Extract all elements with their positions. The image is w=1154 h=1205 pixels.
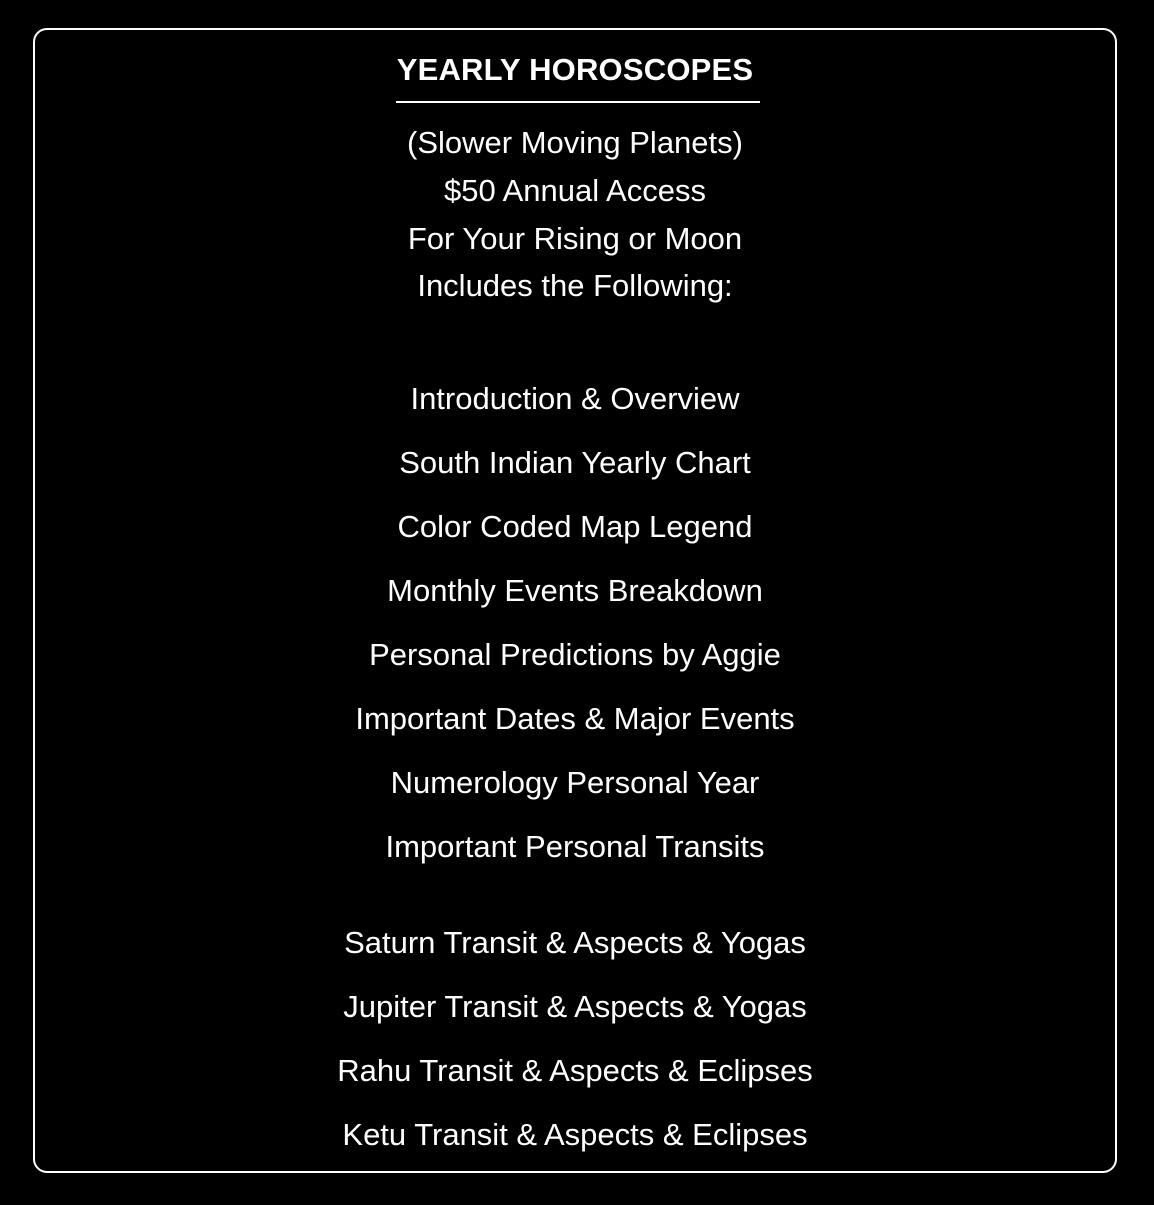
transit-item: Rahu Transit & Aspects & Eclipses (337, 1053, 813, 1088)
horoscope-card (33, 28, 1117, 1173)
title-underline (396, 101, 760, 103)
transit-item: Ketu Transit & Aspects & Eclipses (342, 1117, 808, 1152)
feature-item: Numerology Personal Year (390, 765, 760, 800)
feature-item: Important Dates & Major Events (355, 701, 795, 736)
feature-item: Important Personal Transits (385, 829, 765, 864)
intro-line-sign: For Your Rising or Moon (407, 221, 743, 256)
intro-line-price: $50 Annual Access (444, 173, 706, 208)
feature-item: Monthly Events Breakdown (387, 573, 763, 608)
feature-item: South Indian Yearly Chart (399, 445, 751, 480)
intro-line-includes: Includes the Following: (417, 268, 733, 303)
feature-item: Personal Predictions by Aggie (369, 637, 781, 672)
feature-item: Introduction & Overview (410, 381, 740, 416)
transit-item: Saturn Transit & Aspects & Yogas (344, 925, 806, 960)
feature-item: Color Coded Map Legend (397, 509, 753, 544)
intro-line-planets: (Slower Moving Planets) (407, 125, 743, 160)
card-title: YEARLY HOROSCOPES (396, 52, 754, 87)
transit-item: Jupiter Transit & Aspects & Yogas (343, 989, 807, 1024)
